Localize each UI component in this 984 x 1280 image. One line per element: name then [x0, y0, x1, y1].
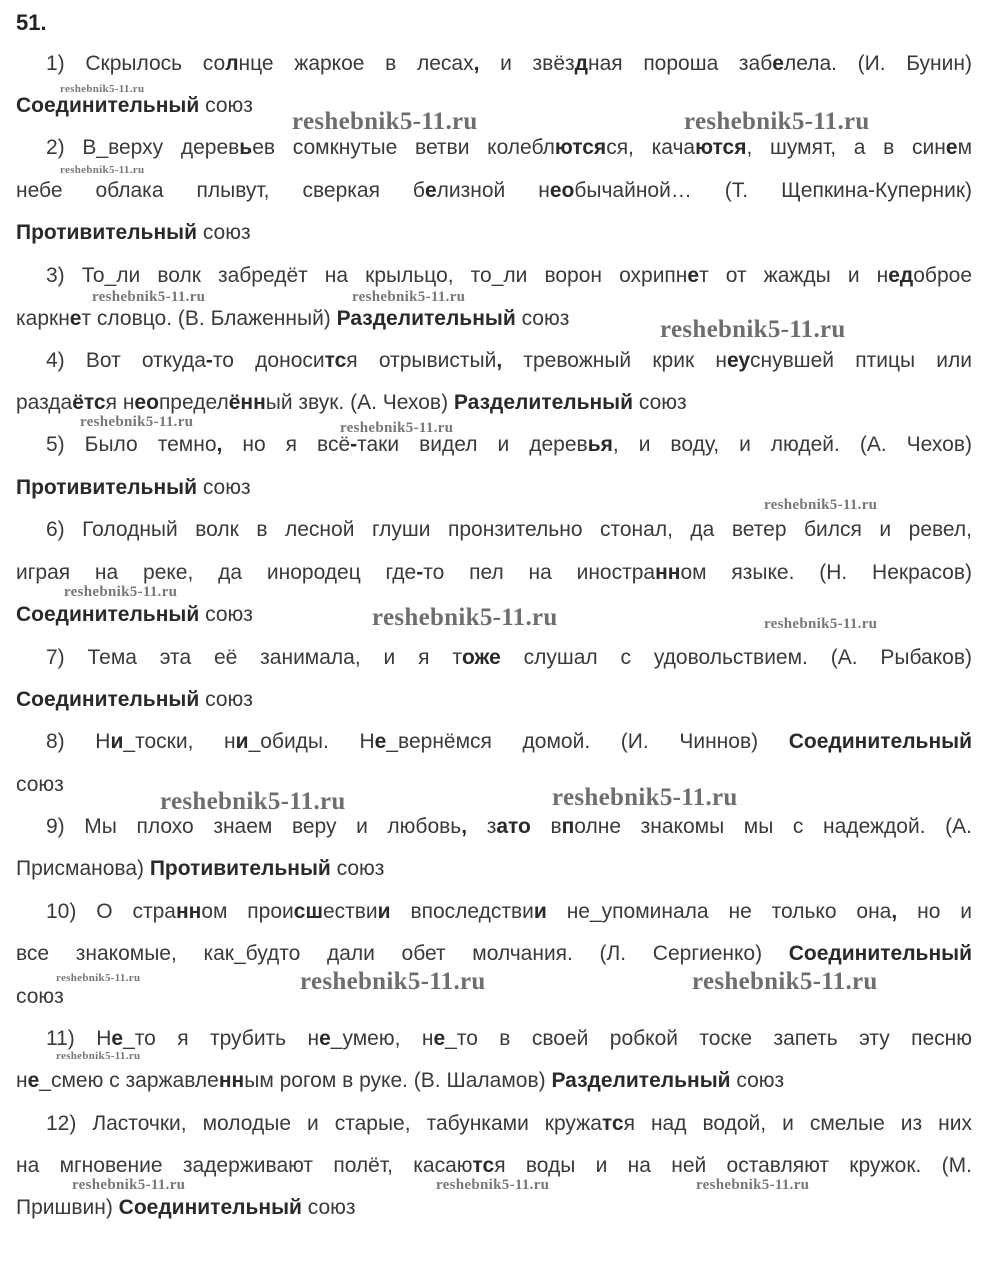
bold-fragment: е — [27, 1069, 40, 1092]
bold-fragment: е — [687, 264, 700, 287]
line — [16, 518, 972, 542]
watermark: reshebnik5-11.ru — [56, 972, 141, 984]
watermark: reshebnik5-11.ru — [292, 108, 478, 135]
text-fragment: _тоски, н — [123, 730, 236, 753]
watermark: reshebnik5-11.ru — [340, 420, 454, 436]
bold-fragment: и — [110, 730, 124, 753]
line — [16, 179, 972, 203]
bold-fragment: Разделительный — [453, 391, 634, 414]
bold-fragment: е — [319, 1027, 331, 1050]
line — [16, 688, 972, 712]
bold-fragment: ются — [695, 136, 747, 159]
text-fragment: _умею, н — [330, 1027, 434, 1050]
text-fragment: нце жаркое в лесах — [238, 52, 474, 75]
watermark: reshebnik5-11.ru — [660, 316, 846, 343]
line — [16, 349, 972, 373]
watermark: reshebnik5-11.ru — [64, 584, 178, 600]
line — [16, 433, 972, 457]
watermark: reshebnik5-11.ru — [764, 497, 878, 513]
text-fragment: союз — [199, 688, 253, 711]
bold-fragment: оже — [461, 646, 501, 669]
bold-fragment: е — [433, 1027, 446, 1050]
line — [16, 815, 972, 839]
text-fragment: бычайной… (Т. Щепкина-Куперник) — [574, 179, 972, 202]
text-fragment: союз — [515, 307, 570, 330]
bold-fragment: е — [424, 179, 437, 202]
text-fragment: впоследстви — [390, 900, 534, 923]
text-fragment: в — [530, 815, 562, 838]
bold-fragment: тс — [601, 1112, 624, 1135]
text-fragment: т словцо. (В. Блаженный) — [81, 307, 337, 330]
line — [16, 1112, 972, 1136]
bold-fragment: нн — [655, 561, 681, 584]
bold-fragment: Разделительный — [551, 1069, 731, 1092]
text-fragment: союз — [330, 857, 385, 880]
text-fragment: и звёз — [479, 52, 575, 75]
watermark: reshebnik5-11.ru — [300, 968, 486, 995]
watermark: reshebnik5-11.ru — [92, 289, 206, 305]
watermark: reshebnik5-11.ru — [352, 289, 466, 305]
bold-fragment: - — [205, 349, 213, 372]
bold-fragment: Соединительный — [16, 94, 200, 117]
bold-fragment: л — [225, 52, 239, 75]
bold-fragment: - — [350, 433, 358, 456]
bold-fragment: п — [561, 815, 575, 838]
bold-fragment: тс — [472, 1154, 495, 1177]
line — [16, 1069, 972, 1093]
watermark: reshebnik5-11.ru — [436, 1177, 550, 1193]
text-fragment: не_упоминала не только она — [546, 900, 892, 923]
line — [16, 1196, 972, 1220]
text-fragment: каркн — [16, 307, 70, 330]
bold-fragment: ь — [239, 136, 253, 159]
text-fragment: 2) В_верху дерев — [46, 136, 240, 159]
bold-fragment: ед — [888, 264, 914, 287]
text-fragment: _то в своей робкой тоске запеть эту песню — [445, 1027, 973, 1050]
text-fragment: 9) Мы плохо знаем веру и любовь — [46, 815, 462, 838]
text-fragment: 6) Голодный волк в лесной глуши пронзительно стонал, да ветер бился и ревел, — [46, 518, 972, 541]
text-fragment: 7) Тема эта её занимала, и я т — [46, 646, 462, 669]
text-fragment: то доноси — [212, 349, 325, 372]
bold-fragment: ья — [587, 433, 613, 456]
text-fragment: ом прои — [201, 900, 294, 923]
text-fragment: я отрывистый — [346, 349, 497, 372]
exercise-number: 51. — [16, 10, 47, 35]
bold-fragment: ётс — [72, 391, 106, 414]
bold-fragment: Противительный — [149, 857, 331, 880]
text-fragment: союз — [16, 773, 64, 796]
text-fragment: н — [16, 1069, 28, 1092]
line — [16, 561, 972, 585]
text-fragment: Пришвин) — [16, 1196, 119, 1219]
text-fragment: то пел на иностра — [423, 561, 656, 584]
bold-fragment: и — [377, 900, 391, 923]
text-fragment: все знакомые, как_будто дали обет молчания. (Л. Сергиенко) — [16, 942, 789, 965]
text-fragment: олне знакомы мы с надеждой. (А. — [574, 815, 972, 838]
bold-fragment: , — [891, 900, 898, 923]
watermark: reshebnik5-11.ru — [80, 414, 194, 430]
bold-fragment: Соединительный — [788, 942, 972, 965]
line — [16, 1154, 972, 1178]
text-fragment: я н — [105, 391, 135, 414]
bold-fragment: ются — [554, 136, 607, 159]
bold-fragment: ато — [496, 815, 531, 838]
text-fragment: т от жажды и н — [699, 264, 889, 287]
bold-fragment: е — [374, 730, 387, 753]
text-fragment: 4) Вот откуда — [46, 349, 206, 372]
line — [16, 857, 972, 881]
text-fragment: 1) Скрылось со — [46, 52, 226, 75]
line — [16, 264, 972, 288]
line — [16, 900, 972, 924]
text-fragment: ом языке. (Н. Некрасов) — [680, 561, 973, 584]
text-fragment: Присманова) — [16, 857, 150, 880]
bold-fragment: Соединительный — [16, 603, 200, 626]
text-fragment: тревожный крик н — [502, 349, 727, 372]
watermark: reshebnik5-11.ru — [60, 83, 145, 95]
text-fragment: _то я трубить н — [123, 1027, 320, 1050]
text-fragment: слушал с удовольствием. (А. Рыбаков) — [500, 646, 972, 669]
text-fragment: снувшей птицы или — [750, 349, 972, 372]
text-fragment: таки видел и дерев — [357, 433, 588, 456]
bold-fragment: ео — [134, 391, 159, 414]
text-fragment: ым рогом в руке. (В. Шаламов) — [244, 1069, 552, 1092]
text-fragment: играя на реке, да инородец где — [16, 561, 417, 584]
line — [16, 646, 972, 670]
bold-fragment: нн — [218, 1069, 245, 1092]
bold-fragment: Соединительный — [16, 688, 200, 711]
text-fragment: союз — [633, 391, 687, 414]
text-fragment: союз — [196, 221, 251, 244]
text-fragment: я над водой, и смелые из них — [623, 1112, 972, 1135]
watermark: reshebnik5-11.ru — [764, 616, 878, 632]
line — [16, 942, 972, 966]
bold-fragment: еу — [726, 349, 751, 372]
bold-fragment: е — [69, 307, 82, 330]
line — [16, 1027, 972, 1051]
text-fragment: , шумят, а в син — [746, 136, 946, 159]
line — [16, 391, 972, 415]
text-fragment: 3) То_ли волк забредёт на крыльцо, то_ли ворон охрипн — [46, 264, 688, 287]
bold-fragment: тс — [324, 349, 347, 372]
text-fragment: ся, кача — [606, 136, 696, 159]
text-fragment: ная пороша заб — [587, 52, 773, 75]
text-fragment: 12) Ласточки, молодые и старые, табунками кружа — [46, 1112, 602, 1135]
text-fragment: союз — [196, 476, 251, 499]
bold-fragment: и — [533, 900, 547, 923]
bold-fragment: Соединительный — [118, 1196, 302, 1219]
text-fragment: ев сомкнутые ветви колебл — [252, 136, 555, 159]
watermark: reshebnik5-11.ru — [56, 1050, 141, 1062]
line — [16, 136, 972, 160]
text-fragment: предел — [158, 391, 229, 414]
text-fragment: 5) Было темно — [46, 433, 217, 456]
text-fragment: разда — [16, 391, 73, 414]
text-fragment: 11) Н — [46, 1027, 112, 1050]
text-fragment: _обиды. Н — [248, 730, 375, 753]
bold-fragment: ённ — [228, 391, 266, 414]
text-fragment: но я всё — [222, 433, 351, 456]
bold-fragment: и — [235, 730, 249, 753]
watermark: reshebnik5-11.ru — [684, 108, 870, 135]
text-fragment: я воды и на ней оставляют кружок. (М. — [494, 1154, 972, 1177]
watermark: reshebnik5-11.ru — [372, 604, 558, 631]
watermark: reshebnik5-11.ru — [552, 784, 738, 811]
text-fragment: союз — [199, 94, 253, 117]
text-fragment: лизной н — [436, 179, 550, 202]
text-fragment: небе облака плывут, сверкая б — [16, 179, 425, 202]
bold-fragment: нн — [175, 900, 202, 923]
bold-fragment: Противительный — [16, 221, 197, 244]
bold-fragment: е — [111, 1027, 124, 1050]
watermark: reshebnik5-11.ru — [60, 164, 145, 176]
watermark: reshebnik5-11.ru — [72, 1177, 186, 1193]
text-fragment: 8) Н — [46, 730, 111, 753]
bold-fragment: е — [945, 136, 958, 159]
text-fragment: но и — [897, 900, 972, 923]
bold-fragment: Разделительный — [336, 307, 516, 330]
bold-fragment: д — [574, 52, 588, 75]
text-fragment: _вернёмся домой. (И. Чиннов) — [386, 730, 789, 753]
text-fragment: союз — [199, 603, 253, 626]
text-fragment: на мгновение задерживают полёт, касаю — [16, 1154, 473, 1177]
line — [16, 52, 972, 76]
bold-fragment: сш — [293, 900, 323, 923]
text-fragment: ый звук. (А. Чехов) — [265, 391, 454, 414]
text-fragment: з — [467, 815, 497, 838]
bold-fragment: - — [416, 561, 424, 584]
watermark: reshebnik5-11.ru — [696, 1177, 810, 1193]
watermark: reshebnik5-11.ru — [160, 788, 346, 815]
bold-fragment: Соединительный — [788, 730, 972, 753]
text-fragment: союз — [301, 1196, 356, 1219]
text-fragment: _смею с заржавле — [39, 1069, 219, 1092]
bold-fragment: ео — [549, 179, 575, 202]
bold-fragment: , — [461, 815, 468, 838]
text-fragment: м — [957, 136, 973, 159]
bold-fragment: , — [216, 433, 223, 456]
text-fragment: лела. (И. Бунин) — [783, 52, 972, 75]
bold-fragment: Противительный — [16, 476, 197, 499]
text-fragment: 10) О стра — [46, 900, 176, 923]
text-fragment: , и воду, и людей. (А. Чехов) — [612, 433, 972, 456]
watermark: reshebnik5-11.ru — [692, 968, 878, 995]
text-fragment: союз — [16, 985, 64, 1008]
line — [16, 730, 972, 754]
bold-fragment: , — [496, 349, 503, 372]
text-fragment: оброе — [913, 264, 972, 287]
bold-fragment: , — [473, 52, 480, 75]
bold-fragment: е — [772, 52, 784, 75]
text-fragment: естви — [322, 900, 378, 923]
text-fragment: союз — [730, 1069, 785, 1092]
line — [16, 221, 972, 245]
